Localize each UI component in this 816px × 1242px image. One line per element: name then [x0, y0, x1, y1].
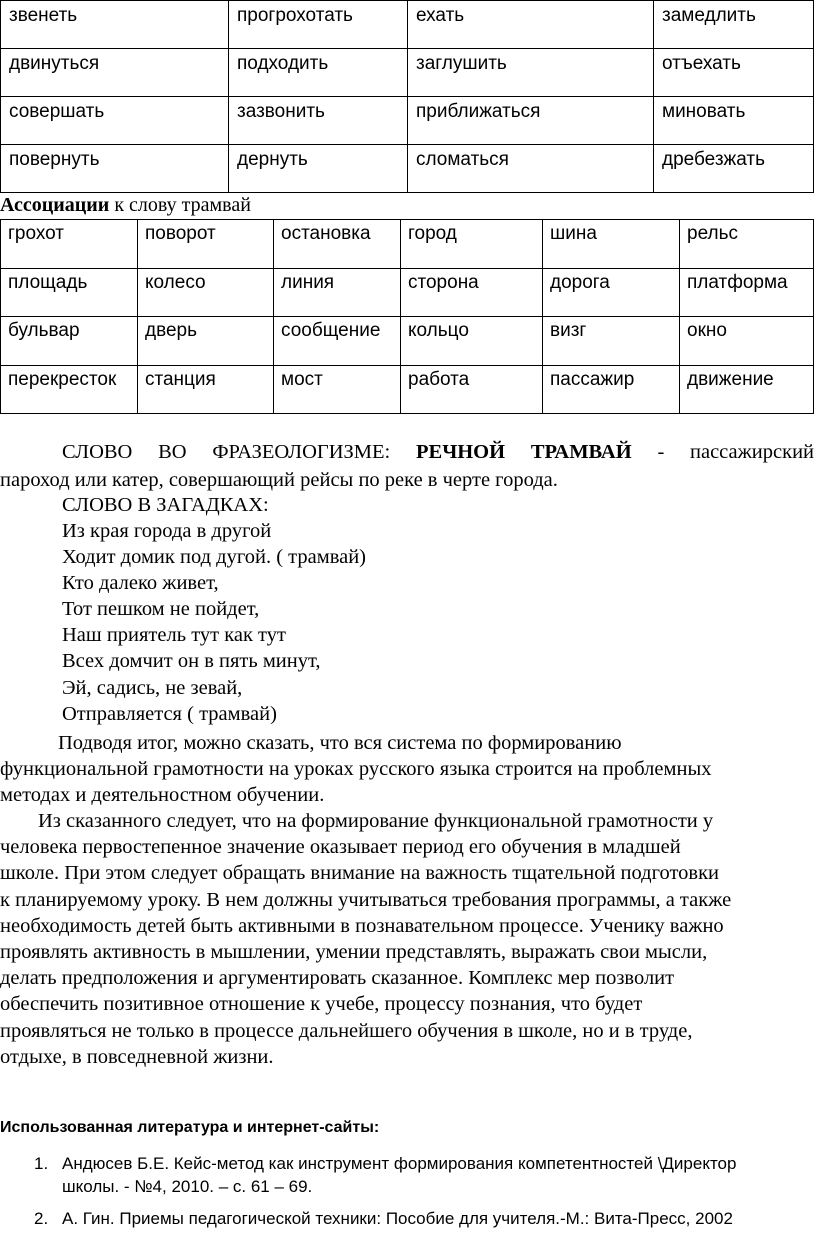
phraseology-definition: пассажирский	[690, 441, 815, 463]
table-cell: линия	[274, 268, 401, 317]
associations-heading-rest: к слову трамвай	[109, 194, 251, 216]
phraseology-line	[62, 441, 814, 464]
table-cell: рельс	[680, 220, 814, 269]
table-cell: дребезжать	[654, 145, 814, 193]
literature-item-number: 2.	[34, 1209, 49, 1228]
paragraph-line: обеспечить позитивное отношение к учебе, процессу познания, что будет	[0, 993, 643, 1016]
verbs-table	[0, 0, 814, 193]
paragraph-line: человека первостепенное значение оказывает период его обучения в младшей	[0, 836, 681, 859]
table-cell: шина	[543, 220, 680, 269]
phraseology-term: РЕЧНОЙ ТРАМВАЙ	[416, 441, 632, 463]
table-cell: город	[401, 220, 543, 269]
table-cell: отъехать	[654, 49, 814, 97]
riddle-line: Тот пешком не пойдет,	[62, 598, 260, 620]
paragraph-line: проявлять активность в мышлении, умении представлять, выражать свои мысли,	[0, 941, 708, 964]
literature-item-text: Андюсев Б.Е. Кейс-метод как инструмент формирования компетентностей \Директор	[62, 1154, 737, 1173]
table-cell: прогрохотать	[229, 1, 408, 49]
table-cell: приближаться	[408, 97, 654, 145]
table-cell: кольцо	[401, 317, 543, 366]
table-cell: движение	[680, 365, 814, 414]
summary-paragraph	[0, 730, 816, 809]
table-cell: остановка	[274, 220, 401, 269]
table-cell: заглушить	[408, 49, 654, 97]
table-cell: станция	[138, 365, 274, 414]
table-cell: дорога	[543, 268, 680, 317]
table-cell: повернуть	[1, 145, 229, 193]
table-cell: платформа	[680, 268, 814, 317]
table-cell: грохот	[1, 220, 138, 269]
table-cell: ехать	[408, 1, 654, 49]
table-cell: дернуть	[229, 145, 408, 193]
table-cell: сторона	[401, 268, 543, 317]
associations-heading	[0, 194, 251, 217]
table-row	[1, 365, 814, 414]
literature-item-text: школы. - №4, 2010. – с. 61 – 69.	[62, 1177, 313, 1196]
riddle-line: Всех домчит он в пять минут,	[62, 650, 321, 672]
riddle-line: Ходит домик под дугой. ( трамвай)	[62, 546, 366, 568]
paragraph-line: школе. При этом следует обращать внимание на важность тщательной подготовки	[0, 862, 720, 885]
paragraph-line: Из сказанного следует, что на формирование функциональной грамотности у	[38, 810, 714, 832]
literature-item-number: 1.	[34, 1154, 49, 1173]
table-row	[1, 145, 814, 193]
table-cell: колесо	[138, 268, 274, 317]
table-row	[1, 97, 814, 145]
table-cell: работа	[401, 365, 543, 414]
table-cell: сообщение	[274, 317, 401, 366]
table-row	[1, 1, 814, 49]
table-cell: пассажир	[543, 365, 680, 414]
literature-item-text: А. Гин. Приемы педагогической техники: Пособие для учителя.-М.: Вита-Пресс, 2002	[62, 1209, 733, 1228]
riddle-line: Отправляется ( трамвай)	[62, 703, 277, 725]
table-cell: двинуться	[1, 49, 229, 97]
paragraph-line: к планируемому уроку. В нем должны учитываться требования программы, а также	[0, 888, 732, 911]
table-cell: звенеть	[1, 1, 229, 49]
paragraph-line: методах и деятельностном обучении.	[0, 784, 325, 807]
conclusion-paragraph	[0, 808, 816, 1070]
riddle-line: Кто далеко живет,	[62, 572, 219, 594]
table-cell: сломаться	[408, 145, 654, 193]
table-row	[1, 49, 814, 97]
table-row	[1, 220, 814, 269]
table-cell: совершать	[1, 97, 229, 145]
phraseology-definition-continued: пароход или катер, совершающий рейсы по реке в черте города.	[0, 469, 558, 491]
table-row	[1, 317, 814, 366]
literature-heading: Использованная литература и интернет-сайты:	[0, 1119, 380, 1136]
table-row	[1, 268, 814, 317]
table-cell: замедлить	[654, 1, 814, 49]
table-cell: бульвар	[1, 317, 138, 366]
table-cell: подходить	[229, 49, 408, 97]
table-cell: мост	[274, 365, 401, 414]
table-cell: окно	[680, 317, 814, 366]
paragraph-line: проявляться не только в процессе дальнейшего обучения в школе, но и в труде,	[0, 1019, 693, 1042]
paragraph-line: необходимость детей быть активными в познавательном процессе. Ученику важно	[0, 914, 724, 937]
paragraph-line: Подводя итог, можно сказать, что вся система по формированию	[58, 732, 622, 754]
riddles-heading: СЛОВО В ЗАГАДКАХ:	[62, 494, 269, 516]
riddle-line: Из края города в другой	[62, 520, 272, 542]
table-cell: площадь	[1, 268, 138, 317]
riddle-line: Эй, садись, не зевай,	[62, 677, 243, 699]
paragraph-line: функциональной грамотности на уроках русского языка строится на проблемных	[0, 758, 712, 781]
riddle-line: Наш приятель тут как тут	[62, 624, 286, 646]
table-cell: поворот	[138, 220, 274, 269]
table-cell: визг	[543, 317, 680, 366]
paragraph-line: делать предположения и аргументировать сказанное. Комплекс мер позволит	[0, 967, 675, 990]
table-cell: перекресток	[1, 365, 138, 414]
phraseology-dash: -	[657, 441, 665, 463]
associations-table	[0, 219, 814, 414]
table-cell: зазвонить	[229, 97, 408, 145]
associations-heading-bold: Ассоциации	[0, 194, 110, 216]
paragraph-line: отдыхе, в повседневной жизни.	[0, 1045, 274, 1068]
phraseology-label: СЛОВО ВО ФРАЗЕОЛОГИЗМЕ:	[62, 441, 391, 463]
table-cell: миновать	[654, 97, 814, 145]
table-cell: дверь	[138, 317, 274, 366]
